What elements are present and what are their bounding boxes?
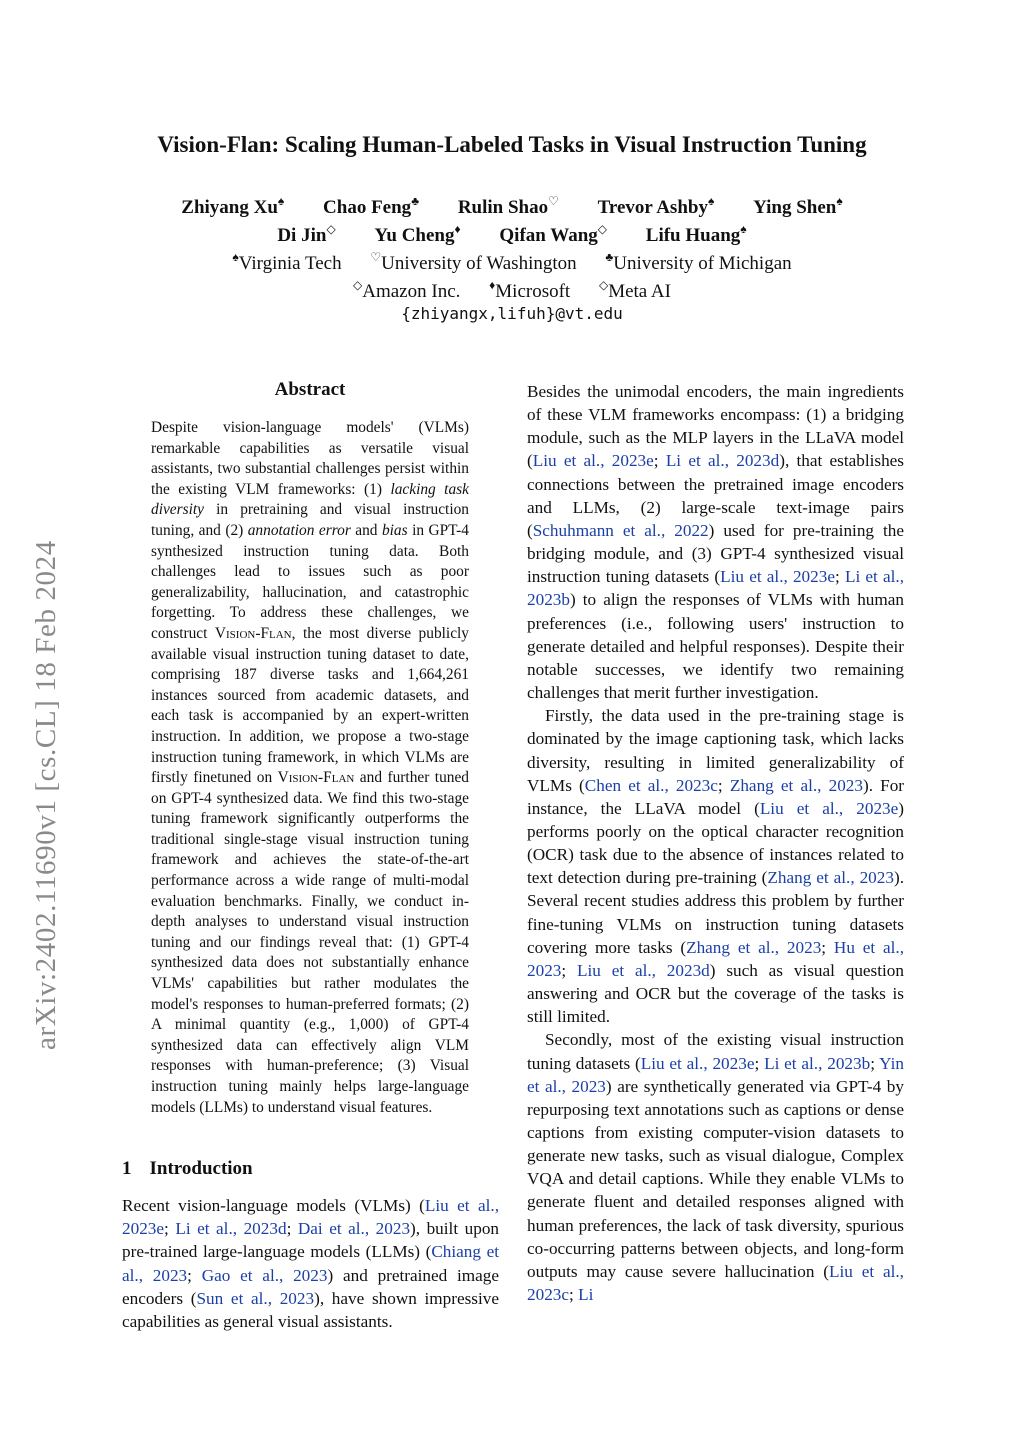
citation-link[interactable]: Dai et al., 2023 <box>297 1219 411 1239</box>
authors-row-1 <box>0 194 1024 219</box>
author: Zhiyang Xu♠ <box>181 194 285 218</box>
citation-link[interactable]: Zhang et al., 2023 <box>686 937 822 957</box>
affiliation-mark: ♠ <box>836 194 843 208</box>
contact-email: {zhiyangx,lifuh}@vt.edu <box>401 304 623 323</box>
arxiv-stamp: arXiv:2402.11690v1 [cs.CL] 18 Feb 2024 <box>30 540 62 1050</box>
citation-link[interactable]: Li et al., 2023d <box>665 451 780 471</box>
citation-link[interactable]: Liu et al., 2023e <box>640 1053 755 1073</box>
author: Chao Feng♣ <box>323 194 420 218</box>
author: Rulin Shao♡ <box>457 194 559 218</box>
author: Di Jin◇ <box>277 222 336 246</box>
citation-link[interactable]: Gao et al., 2023 <box>201 1265 328 1285</box>
paper-title: Vision-Flan: Scaling Human-Labeled Tasks in Visual Instruction Tuning <box>157 132 867 157</box>
citation-link[interactable]: Li et al., 2023b <box>764 1053 871 1073</box>
citation-link[interactable]: Li <box>578 1285 594 1305</box>
affiliation: ◇Meta AI <box>598 278 671 302</box>
author: Ying Shen♠ <box>753 194 843 218</box>
author: Trevor Ashby♠ <box>597 194 715 218</box>
section-heading-introduction: 1 Introduction <box>122 1158 253 1179</box>
affiliation-mark: ◇ <box>597 222 608 236</box>
paragraph: Besides the unimodal encoders, the main ingredients of these VLM frameworks encompass: (1) a bridging module, such as the MLP layers in the LLaVA model (Liu et al., 2023e; Li et al., 2023d), that establishes connections between the pretrained image encoders and LLMs, (2) large-scale text-image pairs (Schuhmann et al., 2022) used for pre-training the bridging module, and (3) GPT-4 synthesized visual instruction tuning datasets (Liu et al., 2023e; Li et al., 2023b) to align the responses of VLMs with human preferences (i.e., following users' instruction to generate detailed and helpful responses). Despite their notable successes, we identify two remaining challenges that merit further investigation. <box>527 382 905 703</box>
author: Qifan Wang◇ <box>499 222 608 246</box>
affiliation-mark: ♣ <box>411 194 420 208</box>
affiliation-mark: ♠ <box>277 194 285 208</box>
affiliation: ♦Microsoft <box>489 278 571 302</box>
citation-link[interactable]: Liu et al., 2023e <box>720 567 835 587</box>
affiliations-row-2 <box>0 278 1024 303</box>
citation-link[interactable]: Chen et al., 2023c <box>584 775 718 795</box>
citation-link[interactable]: Li et al., 2023d <box>175 1219 287 1239</box>
citation-link[interactable]: Liu et al., 2023d <box>577 960 710 980</box>
affiliation: ♠Virginia Tech <box>232 250 342 274</box>
affiliation-mark: ♦ <box>454 222 461 236</box>
citation-link[interactable]: Liu et al., 2023e <box>759 798 899 818</box>
affiliation: ♡University of Washington <box>370 250 577 274</box>
author: Yu Cheng♦ <box>374 222 461 246</box>
citation-link[interactable]: Hu et al., 2023 <box>527 937 905 980</box>
citation-link[interactable]: Liu et al., 2023e <box>532 451 654 471</box>
author: Lifu Huang♠ <box>645 222 747 246</box>
affiliation-mark: ♠ <box>707 194 715 208</box>
citation-link[interactable]: Li et al., 2023b <box>527 567 905 610</box>
citation-link[interactable]: Schuhmann et al., 2022 <box>532 520 709 540</box>
affiliation-mark: ♡ <box>548 194 559 208</box>
paragraph: Secondly, most of the existing visual instruction tuning datasets (Liu et al., 2023e; Li et al., 2023b; Yin et al., 2023) are synthetically generated via GPT-4 by repurposing text annotations such as captions or dense captions from existing computer-vision datasets to generate new tasks, such as visual dialogue, Complex VQA and detail captions. While they enable VLMs to generate fluent and detailed responses aligned with human preferences, the lack of task diversity, spurious co-occurring patterns between objects, and long-form outputs may cause severe hallucination (Liu et al., 2023c; Li <box>527 1030 905 1305</box>
citation-link[interactable]: Zhang et al., 2023 <box>767 868 894 888</box>
paragraph: Firstly, the data used in the pre-training stage is dominated by the image captioning task, which lacks diversity, resulting in limited generalizability of VLMs (Chen et al., 2023c; Zhang et al., 2023). For instance, the LLaVA model (Liu et al., 2023e) performs poorly on the optical character recognition (OCR) task due to the absence of instances related to text detection during pre-training (Zhang et al., 2023). Several recent studies address this problem by further fine-tuning VLMs on instruction tuning datasets covering more tasks (Zhang et al., 2023; Hu et al., 2023; Liu et al., 2023d) such as visual question answering and OCR but the coverage of the tasks is still limited. <box>527 706 905 1027</box>
affiliations-row-1 <box>0 250 1024 275</box>
citation-link[interactable]: Sun et al., 2023 <box>196 1288 315 1308</box>
citation-link[interactable]: Chiang et al., 2023 <box>122 1242 499 1285</box>
citation-link[interactable]: Yin et al., 2023 <box>527 1053 905 1096</box>
authors-row-2 <box>0 222 1024 247</box>
abstract-heading: Abstract <box>274 379 346 400</box>
affiliation: ◇Amazon Inc. <box>353 278 461 302</box>
abstract-body: Despite vision-language models' (VLMs) remarkable capabilities as versatile visual assistants, two substantial challenges persist within the existing VLM frameworks: (1) lacking task diversity in pretraining and visual instruction tuning, and (2) annotation error and bias in GPT-4 synthesized instruction tuning data. Both challenges lead to issues such as poor generalizability, hallucination, and catastrophic forgetting. To address these challenges, we construct Vision-Flan, the most diverse publicly available visual instruction tuning dataset to date, comprising 187 diverse tasks and 1,664,261 instances sourced from academic datasets, and each task is accompanied by an expert-written instruction. In addition, we propose a two-stage instruction tuning framework, in which VLMs are firstly finetuned on Vision-Flan and further tuned on GPT-4 synthesized data. We find this two-stage tuning framework significantly outperforms the traditional single-stage visual instruction tuning framework and achieves the state-of-the-art performance across a wide range of multi-modal evaluation benchmarks. Finally, we conduct in-depth analyses to understand visual instruction tuning and our findings reveal that: (1) GPT-4 synthesized data does not substantially enhance VLMs' capabilities but rather modulates the model's responses to human-preferred formats; (2) A minimal quantity (e.g., 1,000) of GPT-4 synthesized data can effectively align VLM responses with human-preference; (3) Visual instruction tuning mainly helps large-language models (LLMs) to understand visual features. <box>151 419 469 1116</box>
citation-link[interactable]: Zhang et al., 2023 <box>729 775 863 795</box>
introduction-body: Recent vision-language models (VLMs) (Liu et al., 2023e; Li et al., 2023d; Dai et al., 2023), built upon pre-trained large-language models (LLMs) (Chiang et al., 2023; Gao et al., 2023) and pretrained image encoders (Sun et al., 2023), have shown impressive capabilities as general visual assistants. <box>122 1196 500 1332</box>
citation-link[interactable]: Liu et al., 2023e <box>122 1196 499 1239</box>
affiliation-mark: ◇ <box>326 222 336 236</box>
affiliation: ♣University of Michigan <box>605 250 792 274</box>
affiliation-mark: ♠ <box>740 222 747 236</box>
citation-link[interactable]: Liu et al., 2023c <box>527 1261 904 1305</box>
right-column-body <box>527 380 904 1306</box>
